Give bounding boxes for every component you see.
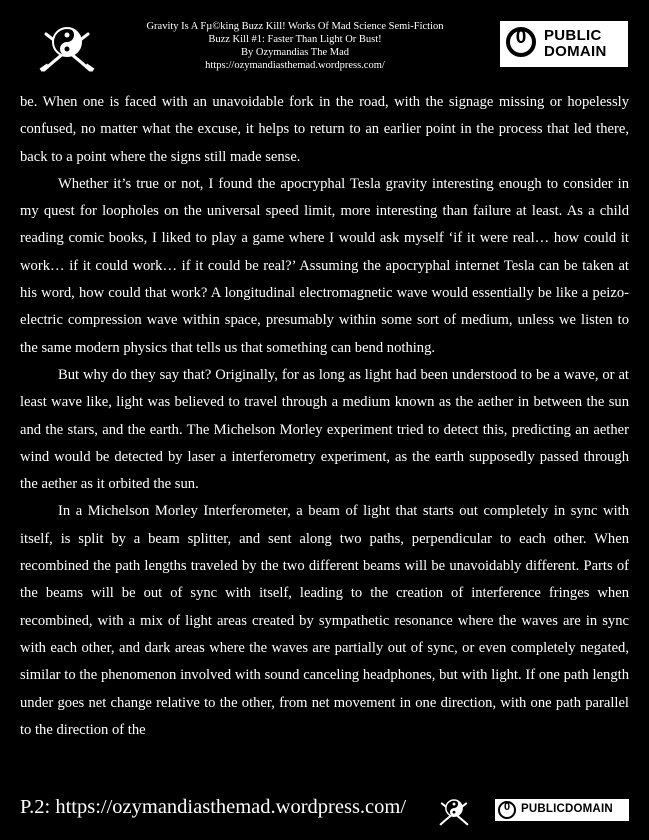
paragraph: be. When one is faced with an unavoidable fork in the road, with the signage missing or hopelessly confused, no matter what the excuse, it helps to return to an earlier point in the process that led there, back to a point where the signs still made sense.: [20, 94, 629, 165]
page-header: [0, 0, 649, 86]
paragraph: In a Michelson Morley Interferometer, a beam of light that starts out completely in sync with itself, is split by a beam splitter, and sent along two paths, perpendicular to each other. When recombined the path lengths traveled by the two different beams will be unavoidably different. Parts of the beams will be out of sync with itself, leading to the creation of interference fringes when recombined, with a mix of light areas created by sympathetic resonance where the waves are in sync with each other, and dark areas where the waves are partially out of sync, or even completely negated, similar to the phenomenon involved with sound canceling headphones, but with light. If one path length under goes net change relative to the other, from net movement in one direction, with one path parallel to the direction of the: [20, 503, 629, 738]
header-url: https://ozymandiasthemad.wordpress.com/: [205, 60, 385, 71]
header-book-title: Buzz Kill #1: Faster Than Light Or Bust!: [208, 34, 382, 45]
public-domain-label: [544, 28, 607, 60]
header-series-title: Gravity Is A Fµ©king Buzz Kill! Works Of Mad Science Semi-Fiction: [146, 21, 444, 32]
public-domain-symbol: 0: [515, 27, 527, 48]
public-domain-label-line1: PUBLIC: [544, 27, 602, 44]
public-domain-label-line2: DOMAIN: [544, 43, 607, 60]
public-domain-small-label: PUBLICDOMAIN: [521, 803, 613, 815]
yin-yang-pirate-logo-small-icon: [436, 794, 472, 828]
paragraph: Whether it’s true or not, I found the apocryphal Tesla gravity interesting enough to consider in my quest for loopholes on the universal speed limit, more interesting than failure at least. As a child reading comic books, I liked to play a game where I would ask myself ‘if it were real… how could it work… if it could work… if it could be real?’ Assuming the apocryphal internet Tesla can be taken at his word, how could that work? A longitudinal electromagnetic wave would essentially be like a peizo-electric compression wave within space, presumably within some sort of medium, unless we listen to the same modern physics that tells us that something can bend nothing.: [20, 175, 629, 356]
page-body-text: [20, 89, 629, 744]
yin-yang-pirate-logo-icon: [36, 20, 98, 74]
page-footer: [0, 790, 649, 834]
paragraph: But why do they say that? Originally, for as long as light had been understood to be a wave, or at least wave like, light was believed to travel through a medium known as the aether in between the sun and the stars, and the earth. The Michelson Morley experiment tried to detect this, predicting an aether wind would be detected by laser a interferometry experiment, as the earth supposedly passed through the aether as it orbited the sun.: [20, 366, 629, 493]
header-title-block: [140, 20, 450, 72]
public-domain-small-symbol: 0: [503, 801, 511, 813]
public-domain-badge-small: [495, 799, 629, 821]
public-domain-badge: [500, 21, 628, 67]
footer-page-url: P.2: https://ozymandiasthemad.wordpress.com/: [20, 796, 407, 818]
header-author: By Ozymandias The Mad: [241, 47, 349, 58]
